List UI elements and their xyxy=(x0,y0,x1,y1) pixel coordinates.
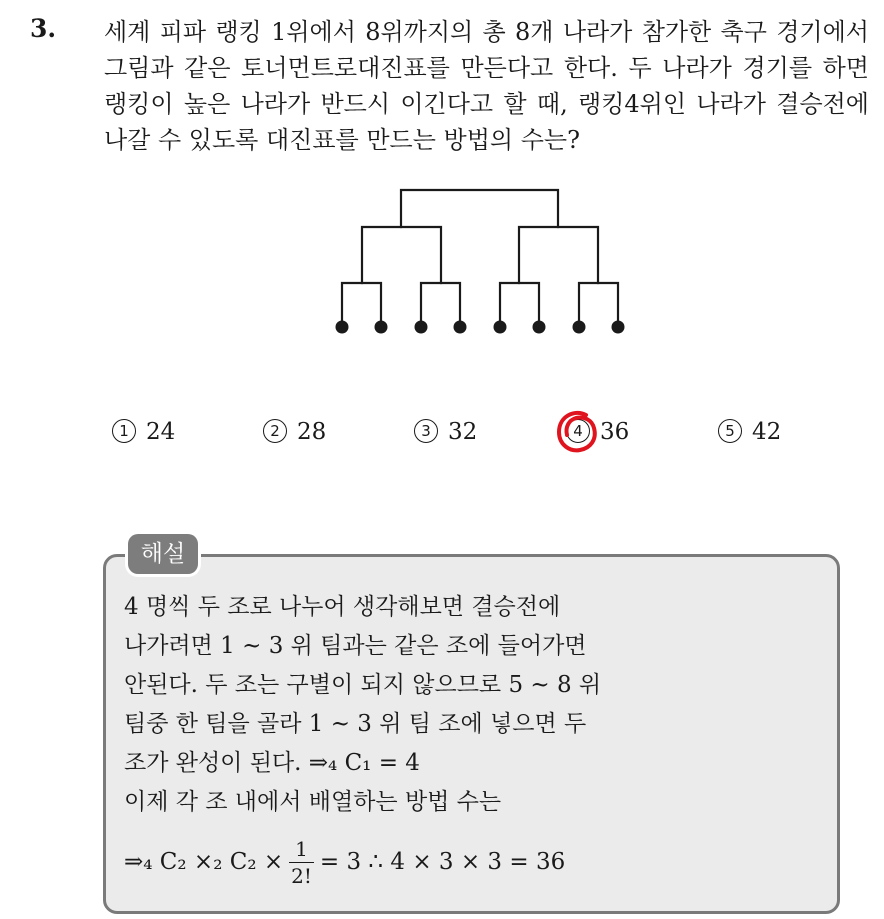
team-node xyxy=(573,321,586,334)
team-node xyxy=(494,321,507,334)
solution-line: 조가 완성이 된다. ⇒₄ C₁ = 4 xyxy=(124,750,420,776)
answer-choices xyxy=(0,419,884,453)
formula-left: ⇒₄ C₂ ×₂ C₂ × xyxy=(124,849,284,875)
team-node xyxy=(454,321,467,334)
solution-text xyxy=(124,588,601,892)
question-text: 세계 피파 랭킹 1위에서 8위까지의 총 8개 나라가 참가한 축구 경기에서 그림과 같은 토너먼트로대진표를 만든다고 한다. 두 나라가 경기를 하면 랭킹이 높은 나라가 반드시 이긴다고 할 때, 랭킹4위인 나라가 결승전에 나갈 수 있도록 대진표를 만드는 방법의 수는? xyxy=(104,18,869,154)
bracket-quarterfinal-line xyxy=(579,283,618,327)
solution-line: 이제 각 조 내에서 배열하는 방법 수는 xyxy=(124,789,502,815)
bracket-semifinal-right-line xyxy=(519,227,598,283)
solution-line: 나가려면 1 ~ 3 위 팀과는 같은 조에 들어가면 xyxy=(124,633,587,659)
bracket-quarterfinal-line xyxy=(500,283,539,327)
bracket-final-line xyxy=(401,190,558,227)
choice-1[interactable] xyxy=(112,419,175,445)
solution-line: 4 명씩 두 조로 나누어 생각해보면 결승전에 xyxy=(124,594,561,620)
choice-number-3: 3 xyxy=(414,419,438,443)
team-node xyxy=(336,321,349,334)
team-node xyxy=(375,321,388,334)
solution-line: 팀중 한 팀을 골라 1 ~ 3 위 팀 조에 넣으면 두 xyxy=(124,711,587,737)
bracket-semifinal-left-line xyxy=(362,227,441,283)
choice-value-5: 42 xyxy=(752,419,782,445)
formula-right: = 3 ∴ 4 × 3 × 3 = 36 xyxy=(319,849,566,875)
solution-line: 안된다. 두 조는 구별이 되지 않으므로 5 ~ 8 위 xyxy=(124,672,602,698)
choice-number-4: 4 xyxy=(566,419,590,443)
team-node xyxy=(533,321,546,334)
choice-2[interactable] xyxy=(263,419,326,445)
solution-formula xyxy=(124,832,601,892)
solution-label: 해설 xyxy=(128,534,198,574)
choice-3[interactable] xyxy=(414,419,477,445)
team-node xyxy=(612,321,625,334)
choice-5[interactable] xyxy=(718,419,781,445)
choice-number-5: 5 xyxy=(718,419,742,443)
choice-value-2: 28 xyxy=(297,419,327,445)
choice-value-4: 36 xyxy=(600,419,630,445)
choice-number-1: 1 xyxy=(112,419,136,443)
team-node xyxy=(415,321,428,334)
question-number: 3. xyxy=(30,14,57,43)
bracket-quarterfinal-line xyxy=(342,283,381,327)
bracket-quarterfinal-line xyxy=(421,283,460,327)
fraction-denominator: 2! xyxy=(291,863,312,888)
fraction-numerator: 1 xyxy=(295,836,308,861)
correct-answer-circle-mark xyxy=(553,408,601,456)
tournament-bracket xyxy=(0,0,884,400)
choice-value-1: 24 xyxy=(146,419,176,445)
choice-value-3: 32 xyxy=(448,419,478,445)
choice-number-2: 2 xyxy=(263,419,287,443)
fraction xyxy=(289,836,314,889)
